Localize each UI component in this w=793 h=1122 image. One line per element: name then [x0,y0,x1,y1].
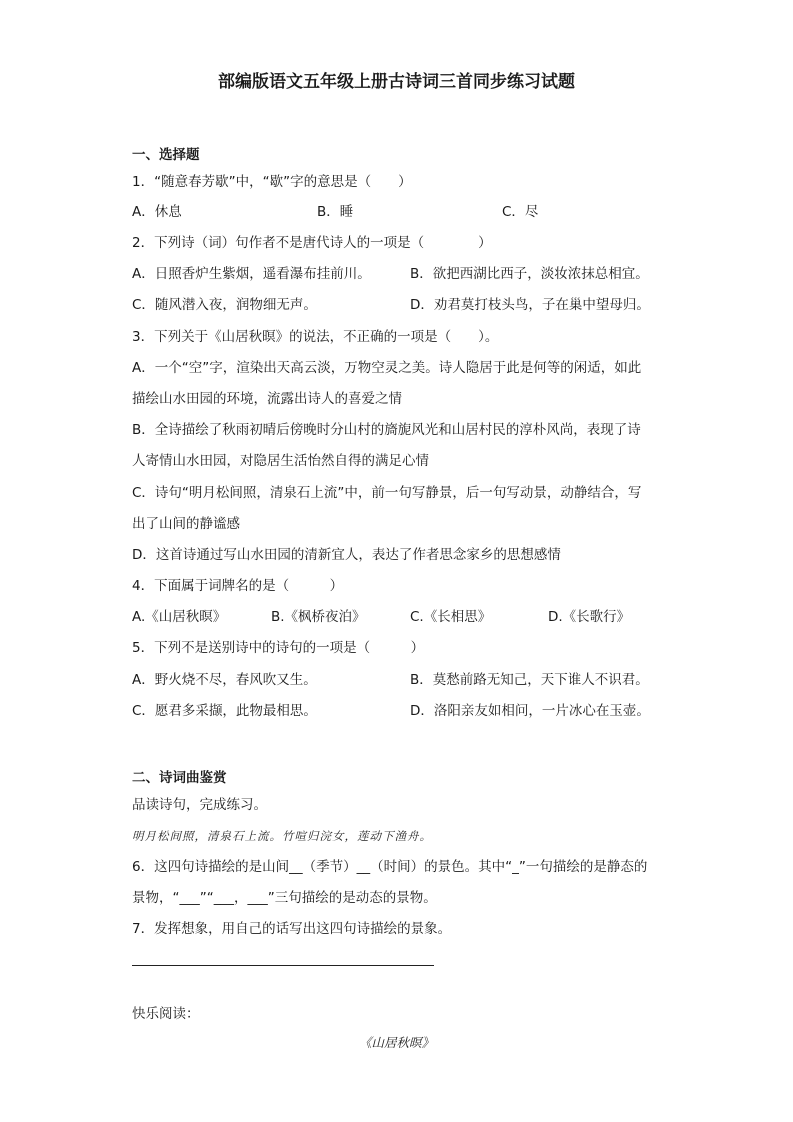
question-5-option-a: A．野火烧不尽，春风吹又生。 [132,672,317,688]
answer-line [132,965,434,966]
question-2-option-b: B．欲把西湖比西子，淡妆浓抹总相宜。 [410,266,649,282]
question-3-option-d: D．这首诗通过写山水田园的清新宜人，表达了作者思念家乡的思想感情 [132,547,561,563]
question-2-option-c: C．随风潜入夜，润物细无声。 [132,297,317,313]
question-6-line2: 景物，“___”“___，___”三句描绘的是动态的景物。 [132,890,437,906]
question-4-option-a: A.《山居秋暝》 [132,609,227,625]
question-4-stem: 4．下面属于词牌名的是（ ） [132,578,344,594]
question-3-option-b-line1: B．全诗描绘了秋雨初晴后傍晚时分山村的旖旎风光和山居村民的淳朴风尚，表现了诗 [132,422,641,438]
question-3-option-c-line2: 出了山间的静谧感 [132,516,240,532]
section-heading-choice: 一、选择题 [132,147,200,163]
question-1-stem: 1．“随意春芳歇”中，“歇”字的意思是（ ） [132,174,412,190]
question-1-option-b: B．睡 [317,204,354,220]
question-5-option-d: D．洛阳亲友如相问，一片冰心在玉壶。 [410,703,650,719]
question-5-option-c: C．愿君多采撷，此物最相思。 [132,703,317,719]
question-5-option-b: B．莫愁前路无知己，天下谁人不识君。 [410,672,649,688]
question-7-stem: 7．发挥想象，用自己的话写出这四句诗描绘的景象。 [132,921,452,937]
question-3-option-a-line1: A．一个“空”字，渲染出天高云淡，万物空灵之美。诗人隐居于此是何等的闲适，如此 [132,360,642,376]
question-2-stem: 2．下列诗（词）句作者不是唐代诗人的一项是（ ） [132,235,492,251]
section-2-intro: 品读诗句，完成练习。 [132,797,267,813]
question-2-option-a: A．日照香炉生紫烟，遥看瀑布挂前川。 [132,266,371,282]
reading-label: 快乐阅读： [132,1006,200,1022]
question-4-option-c: C.《长相思》 [410,609,492,625]
poem-excerpt: 明月松间照，清泉石上流。竹喧归浣女，莲动下渔舟。 [132,829,432,843]
question-4-option-b: B.《枫桥夜泊》 [271,609,366,625]
question-3-stem: 3．下列关于《山居秋暝》的说法，不正确的一项是（ ）。 [132,329,499,345]
question-1-option-c: C．尽 [502,204,539,220]
reading-poem-title: 《山居秋暝》 [358,1035,434,1050]
question-3-option-c-line1: C．诗句“明月松间照，清泉石上流”中，前一句写静景，后一句写动景，动静结合，写 [132,485,642,501]
section-heading-poetry: 二、诗词曲鉴赏 [132,770,227,786]
question-6-line1: 6．这四句诗描绘的是山间__（季节）__（时间）的景色。其中“_”一句描绘的是静态的 [132,859,648,875]
question-1-option-a: A．休息 [132,204,182,220]
question-4-option-d: D.《长歌行》 [548,609,631,625]
question-3-option-b-line2: 人寄情山水田园，对隐居生活怡然自得的满足心情 [132,453,429,469]
question-3-option-a-line2: 描绘山水田园的环境，流露出诗人的喜爱之情 [132,391,402,407]
question-5-stem: 5．下列不是送别诗中的诗句的一项是（ ） [132,640,425,656]
question-2-option-d: D．劝君莫打枝头鸟，子在巢中望母归。 [410,297,650,313]
page-title: 部编版语文五年级上册古诗词三首同步练习试题 [218,72,575,92]
